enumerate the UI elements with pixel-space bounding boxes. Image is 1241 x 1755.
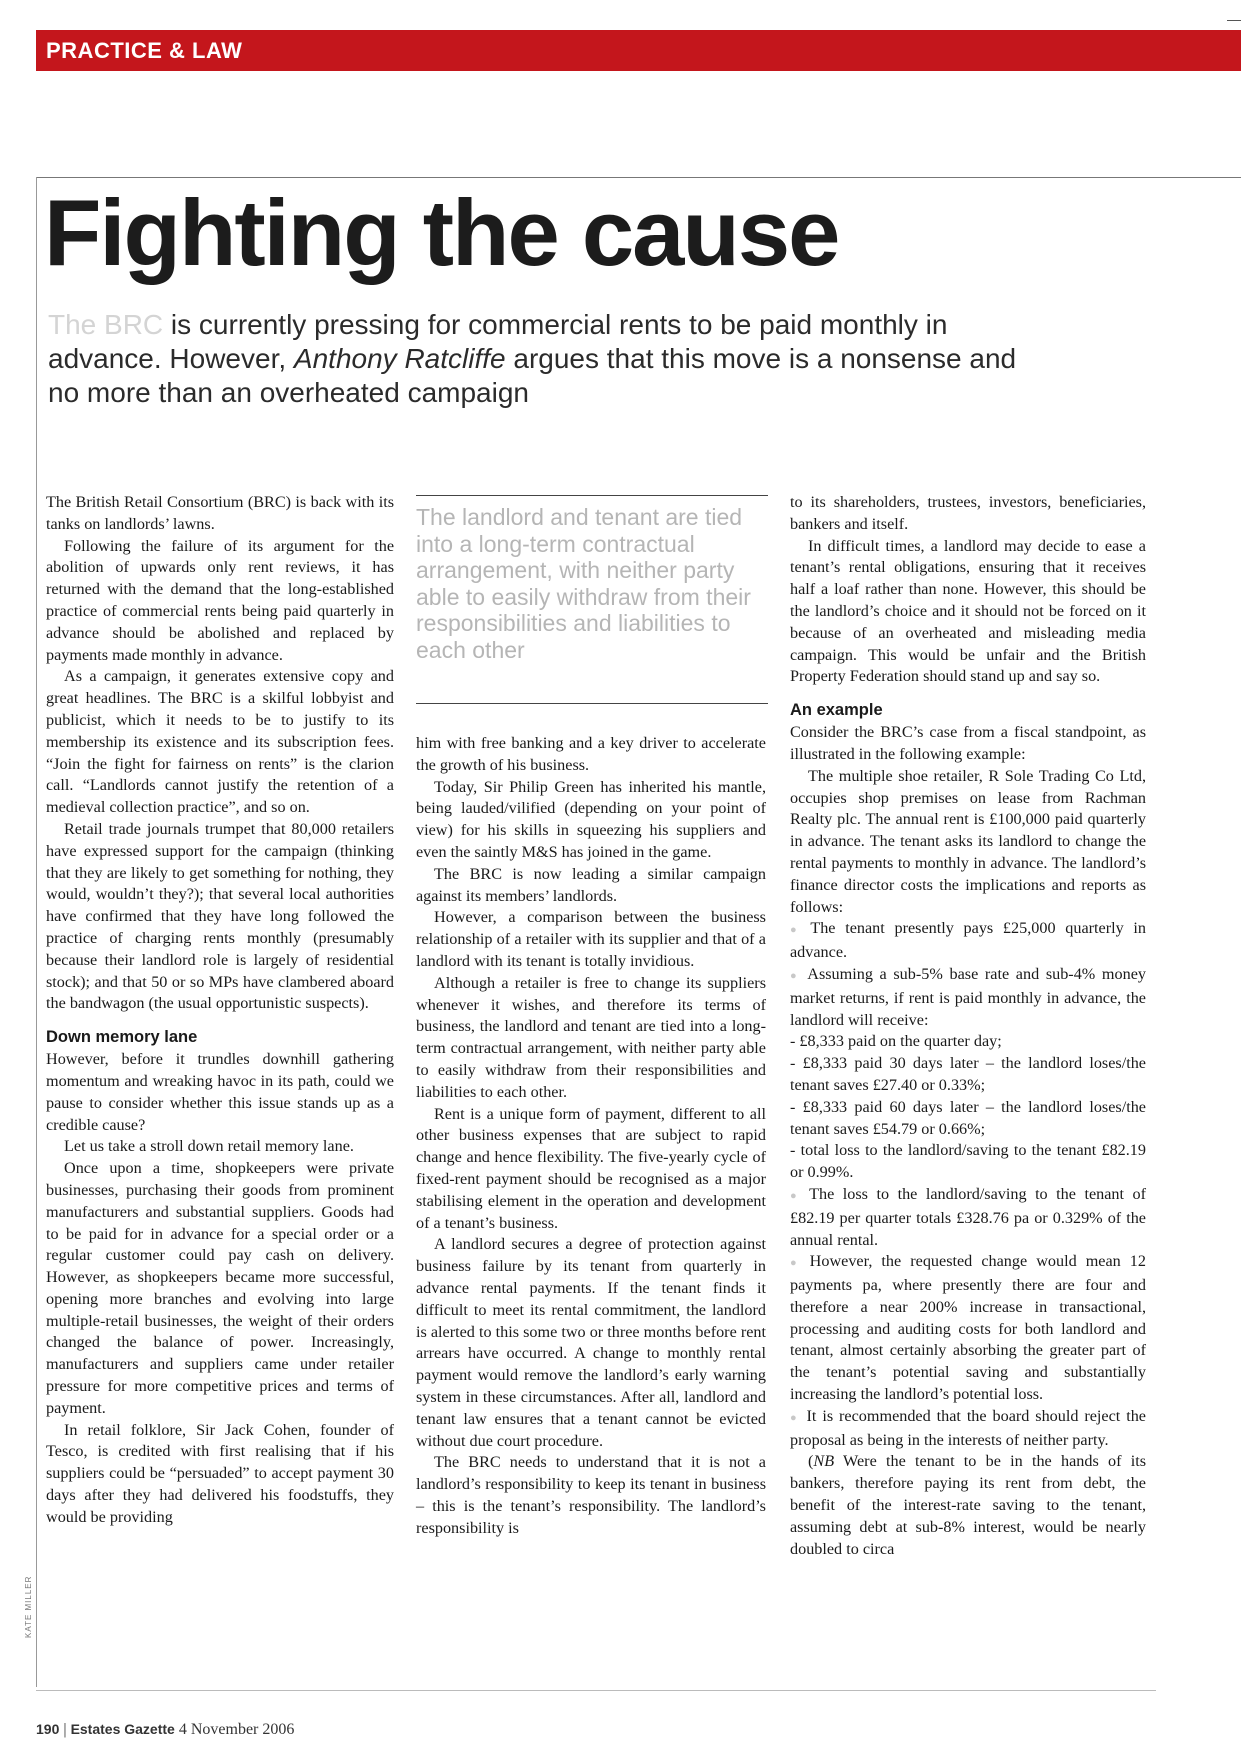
standfirst <box>48 308 1048 410</box>
paragraph: Although a retailer is free to change its suppliers whenever it wishes, and therefore its terms of business, the landlord and tenant are tied into a long-term contractual arrangement, with neither party able to easily withdraw from their responsibilities and liabilities to each other. <box>416 973 766 1101</box>
nb-text: Were the tenant to be in the hands of its bankers, therefore paying its rent from debt, the benefit of the interest-rate saving to the tenant, assuming debt at sub-8% interest, would be nearly doubled to circa <box>790 1452 1146 1558</box>
column-1 <box>46 492 394 1529</box>
paragraph: Retail trade journals trumpet that 80,000 retailers have expressed support for the campaign (thinking that they are likely to get something for nothing, they would, wouldn’t they?); that several local authorities have confirmed that they have long followed the practice of charging rents monthly (presumably because their landlord role is largely of residential stock); and that 50 or so MPs have clambered aboard the bandwagon (the usual opportunistic suspects). <box>46 819 394 1013</box>
crop-mark <box>1227 20 1241 21</box>
list-line: - £8,333 paid 30 days later – the landlord loses/the tenant saves £27.40 or 0.33%; <box>790 1054 1146 1094</box>
standfirst-text-1: is currently pressing for commercial rents to be paid monthly in advance. However, <box>48 309 948 374</box>
nb-label: NB <box>813 1452 835 1471</box>
paragraph: The BRC needs to understand that it is not a landlord’s responsibility to keep its tenant in business – this is the tenant’s responsibility. The landlord’s responsibility is <box>416 1453 766 1537</box>
standfirst-faded-lead: The BRC <box>48 309 164 340</box>
paragraph: A landlord secures a degree of protection against business failure by its tenant from quarterly in advance rental payments. If the tenant finds it difficult to meet its rental commitment, the landlord is alerted to this some two or three months before rent arrears have occurred. A change to monthly rental payment would remove the landlord’s early warning system in these circumstances. After all, landlord and tenant law ensures that a tenant cannot be evicted without due court procedure. <box>416 1235 766 1450</box>
paragraph: As a campaign, it generates extensive copy and great headlines. The BRC is a skilful lobbyist and publicist, which it needs to be to justify to its membership its existence and its subscription fees. “Join the fight for fairness on rents” is the clarion call. “Landlords cannot justify the retention of a medieval collection practice”, and so on. <box>46 667 394 817</box>
publication-name: Estates Gazette <box>70 1721 175 1737</box>
subheading-down-memory-lane: Down memory lane <box>46 1028 198 1047</box>
nb-paragraph: (NB Were the tenant to be in the hands of its bankers, therefore paying its rent from debt, the benefit of the interest-rate saving to the tenant, assuming debt at sub-8% interest, would be nearly doubled to circa <box>790 1452 1146 1558</box>
standfirst-text-2: argues that this move is a nonsense and no more than an overheated campaign <box>48 343 1017 408</box>
paragraph: The BRC is now leading a similar campaign against its members’ landlords. <box>416 864 766 905</box>
list-line: - total loss to the landlord/saving to the tenant £82.19 or 0.99%. <box>790 1141 1146 1182</box>
bullet-item: ● The loss to the landlord/saving to the tenant of £82.19 per quarter totals £328.76 pa or 0.329% of the annual rental. <box>790 1184 1146 1251</box>
footer-rule <box>36 1690 1156 1691</box>
page-footer <box>36 1721 294 1739</box>
section-label: PRACTICE & LAW <box>46 38 243 63</box>
list-line: - £8,333 paid 60 days later – the landlord loses/the tenant saves £54.79 or 0.66%; <box>790 1097 1146 1138</box>
column-2 <box>416 733 766 1539</box>
bullet-item: ● Assuming a sub-5% base rate and sub-4% money market returns, if rent is paid monthly in advance, the landlord will receive: <box>790 964 1146 1031</box>
paragraph: Once upon a time, shopkeepers were private businesses, purchasing their goods from prominent manufacturers and substantial suppliers. Goods had to be paid for in advance for a special order or a regular customer could pay cash on delivery. However, as shopkeepers became more successful, opening more branches and evolving into large multiple-retail businesses, the weight of their orders changed the balance of power. Increasingly, manufacturers and suppliers came under retailer pressure for more competitive prices and terms of payment. <box>46 1159 394 1417</box>
article-left-rule <box>36 177 37 1687</box>
issue-date: 4 November 2006 <box>174 1721 295 1738</box>
paragraph: The multiple shoe retailer, R Sole Trading Co Ltd, occupies shop premises on lease from Rachman Realty plc. The annual rent is £100,000 paid quarterly in advance. The tenant asks its landlord to change the rental payments to monthly in advance. The landlord’s finance director costs the implications and reports as follows: <box>790 766 1146 916</box>
paragraph: to its shareholders, trustees, investors, beneficiaries, bankers and itself. <box>790 493 1146 533</box>
bullet-item: ● It is recommended that the board should reject the proposal as being in the interests of neither party. <box>790 1406 1146 1452</box>
paragraph: The British Retail Consortium (BRC) is back with its tanks on landlords’ lawns. <box>46 493 394 533</box>
pull-quote-text: The landlord and tenant are tied into a long-term contractual arrangement, with neither party able to easily withdraw from their responsibilities and liabilities to each other <box>416 504 751 663</box>
paragraph: Let us take a stroll down retail memory lane. <box>64 1137 354 1156</box>
paragraph: However, a comparison between the business relationship of a retailer with its supplier and that of a landlord with its tenant is totally invidious. <box>416 908 766 970</box>
paragraph: In difficult times, a landlord may decide to ease a tenant’s rental obligations, ensuring that it receives half a loaf rather than none. However, this should be the landlord’s choice and it should not be forced on it because of an overheated and misleading media campaign. This would be unfair and the British Property Federation should stand up and say so. <box>790 536 1146 686</box>
photo-credit: KATE MILLER <box>24 1575 33 1638</box>
pull-quote <box>416 495 768 704</box>
paragraph: In retail folklore, Sir Jack Cohen, founder of Tesco, is credited with first realising that if his suppliers could be “persuaded” to accept payment 30 days after they had delivered his foodstuffs, they would be providing <box>46 1420 394 1526</box>
section-bar <box>36 30 1241 71</box>
paragraph: Today, Sir Philip Green has inherited his mantle, being lauded/vilified (depending on your point of view) for his skills in squeezing his suppliers and even the saintly M&S has joined in the game. <box>416 777 766 861</box>
author-name: Anthony Ratcliffe <box>293 343 506 374</box>
article-top-rule <box>36 177 1241 178</box>
bullet-item: ● The tenant presently pays £25,000 quarterly in advance. <box>790 918 1146 964</box>
bullet-item: ● However, the requested change would mean 12 payments pa, where presently there are four and therefore a near 200% increase in transactional, processing and auditing costs for both landlord and tenant, almost certainly absorbing the greater part of the tenant’s potential saving and substantially increasing the landlord’s potential loss. <box>790 1251 1146 1406</box>
page-number: 190 <box>36 1721 60 1737</box>
list-line: - £8,333 paid on the quarter day; <box>790 1032 1002 1051</box>
paragraph: However, before it trundles downhill gathering momentum and wreaking havoc in its path, could we pause to consider whether this issue stands up as a credible cause? <box>46 1050 394 1134</box>
paragraph: Following the failure of its argument for the abolition of upwards only rent reviews, it has returned with the demand that the long-established practice of commercial rents being paid quarterly in advance should be abolished and replaced by payments made monthly in advance. <box>46 536 394 664</box>
subheading-an-example: An example <box>790 701 883 720</box>
paragraph: Rent is a unique form of payment, different to all other business expenses that are subject to rapid change and hence flexibility. The five-yearly cycle of fixed-rent payment should be recognised as a major stabilising element in the operation and development of a tenant’s business. <box>416 1104 766 1232</box>
column-3 <box>790 492 1146 1560</box>
headline: Fighting the cause <box>44 180 839 285</box>
paragraph: Consider the BRC’s case from a fiscal standpoint, as illustrated in the following example: <box>790 723 1146 763</box>
footer-separator: | <box>59 1721 71 1738</box>
paragraph: him with free banking and a key driver to accelerate the growth of his business. <box>416 734 766 774</box>
